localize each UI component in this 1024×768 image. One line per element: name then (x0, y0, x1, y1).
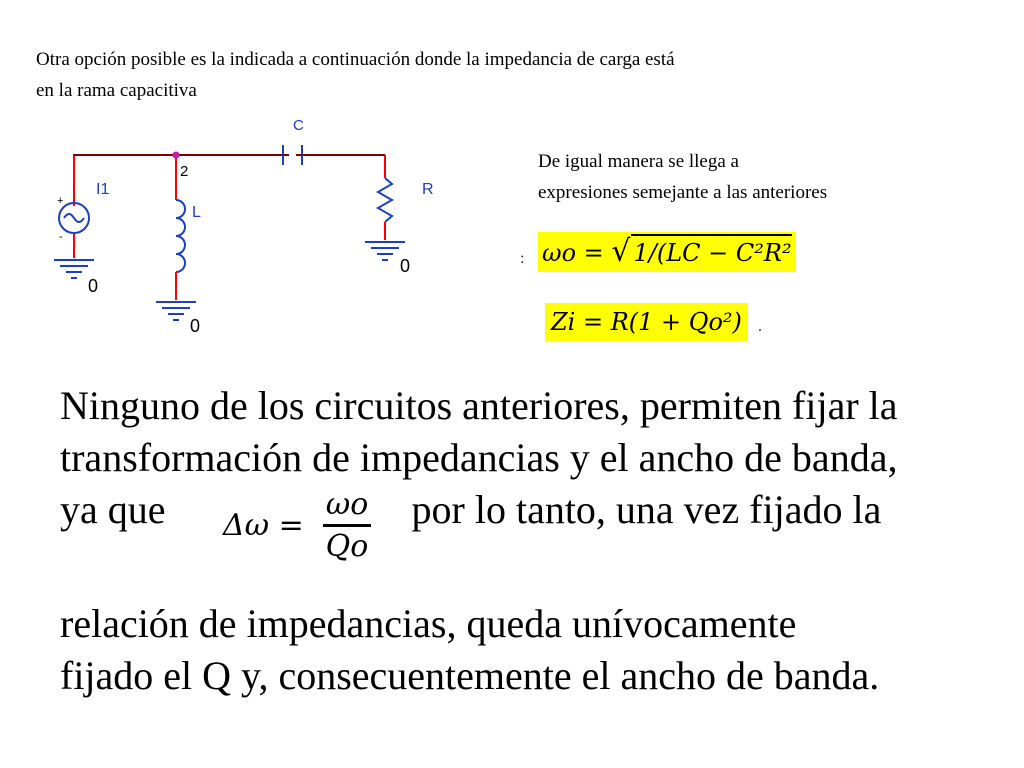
stray-period: . (758, 318, 762, 335)
note-line-2: expresiones semejante a las anteriores (538, 182, 828, 203)
bandwidth-fraction (323, 486, 371, 567)
omega0-radicand: 1/(LC − C²R² (631, 234, 792, 270)
body-line-3-end: por lo tanto, una vez fijado la (411, 487, 882, 532)
inductor-icon (176, 200, 185, 272)
ground-label-inductor: 0 (190, 316, 201, 336)
sine-wave-icon (64, 214, 84, 222)
note-text (538, 146, 827, 208)
ground-label-source: 0 (88, 276, 99, 296)
source-label: I1 (96, 181, 110, 198)
plus-sign: + (57, 195, 64, 207)
note-line-1: De igual manera se llega a (538, 151, 739, 172)
intro-line-1: Otra opción posible es la indicada a continuación donde la impedancia de carga está (36, 49, 675, 70)
capacitor-label: C (293, 118, 304, 134)
body-line-3 (60, 484, 881, 536)
body-line-1: Ninguno de los circuitos anteriores, permiten fijar la (60, 383, 898, 428)
omega0-equation (538, 232, 796, 272)
intro-line-2: en la rama capacitiva (36, 80, 197, 101)
bandwidth-denominator: Qo (325, 529, 369, 564)
body-line-3-start: ya que (60, 487, 166, 532)
resistor-label: R (422, 181, 434, 198)
node-label: 2 (180, 163, 189, 180)
omega0-lhs: ωo = (542, 239, 612, 267)
minus-sign: - (59, 231, 63, 243)
intro-text (36, 44, 1011, 106)
body-line-2: transformación de impedancias y el ancho de banda, (60, 435, 898, 480)
inductor-label: L (192, 204, 201, 221)
circuit-diagram (40, 118, 440, 338)
bandwidth-numerator: ωo (325, 487, 369, 522)
sqrt-icon: √ (611, 234, 631, 269)
body-line-4: relación de impedancias, queda unívocamente (60, 601, 797, 646)
stray-colon: : (520, 250, 525, 267)
ground-label-resistor: 0 (400, 256, 411, 276)
zi-equation: Zi = R(1 + Qo²) (545, 303, 748, 341)
bandwidth-lhs: Δω = (223, 508, 304, 543)
body-line-5: fijado el Q y, consecuentemente el ancho de banda. (60, 653, 880, 698)
resistor-icon (378, 178, 392, 222)
node-dot (173, 152, 180, 159)
